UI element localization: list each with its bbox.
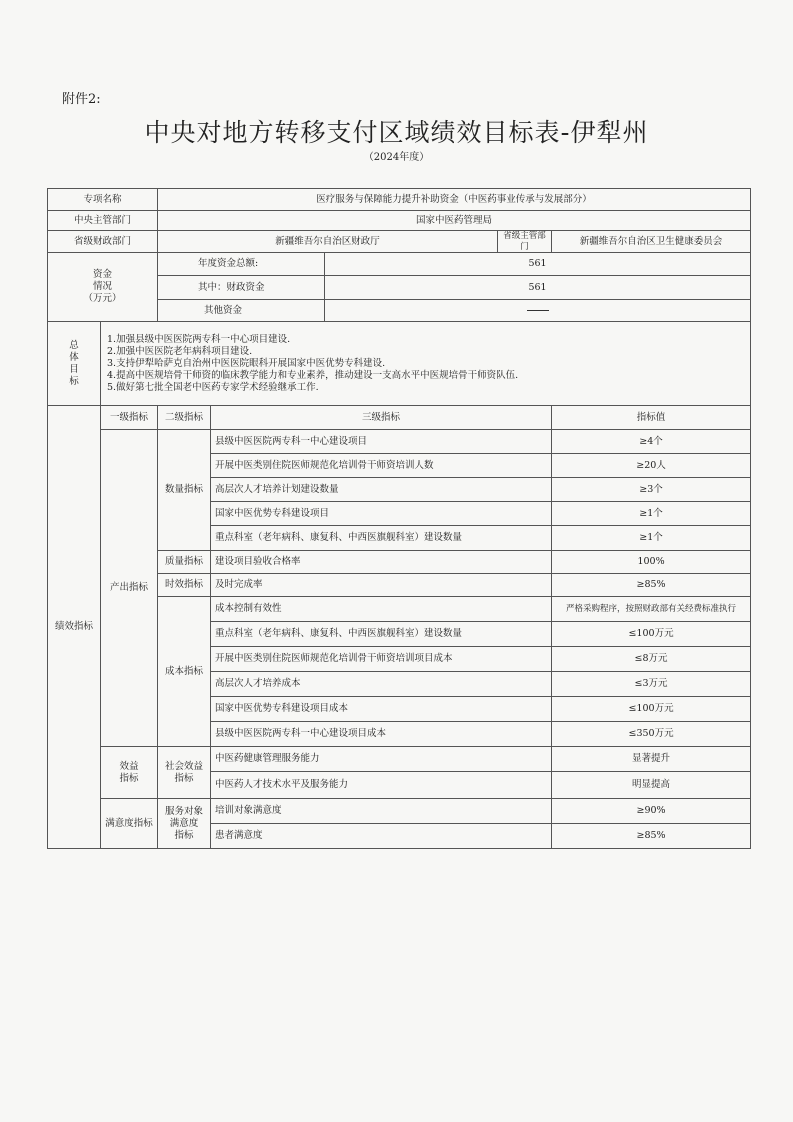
goals-label-2: 体: [69, 351, 79, 363]
funds-finance-label: 其中：财政资金: [158, 276, 325, 300]
social-label-line-1: 社会效益: [165, 760, 204, 772]
goal-line: 3.支持伊犁哈萨克自治州中医医院眼科开展国家中医优势专科建设.: [107, 357, 386, 369]
funds-other-value: [325, 300, 751, 322]
funds-total-label: 年度资金总额:: [158, 253, 325, 276]
satisfaction-indicators-label: 满意度指标: [101, 799, 158, 849]
indicator-value: ≥85%: [552, 824, 751, 849]
prov-finance-label: 省级财政部门: [48, 231, 158, 253]
benefit-indicators-label: [101, 747, 158, 799]
indicator-value: ≤8万元: [552, 647, 751, 672]
social-benefit-label: [158, 747, 211, 799]
project-name-value: 医疗服务与保障能力提升补助资金（中医药事业传承与发展部分）: [158, 189, 751, 211]
head-level3: 三级指标: [211, 406, 552, 430]
benefit-label-line-1: 效益: [119, 760, 139, 772]
indicator-name: 县级中医医院两专科一中心建设项目: [211, 430, 552, 454]
goals-label-3: 目: [69, 363, 79, 375]
funds-label-line-3: （万元）: [83, 293, 122, 305]
perf-indicators-label: 绩效指标: [48, 406, 101, 849]
indicator-name: 重点科室（老年病科、康复科、中西医旗舰科室）建设数量: [211, 622, 552, 647]
quantity-indicators-label: 数量指标: [158, 430, 211, 551]
prov-dept-value: 新疆维吾尔自治区卫生健康委员会: [552, 231, 751, 253]
head-level1: 一级指标: [101, 406, 158, 430]
service-label-line-2: 满意度: [169, 817, 199, 829]
timeliness-indicators-label: 时效指标: [158, 574, 211, 597]
indicator-name: 高层次人才培养计划建设数量: [211, 478, 552, 502]
row-funds-total: [48, 253, 751, 276]
indicator-value: ≥20人: [552, 454, 751, 478]
head-level2: 二级指标: [158, 406, 211, 430]
indicator-value: ≤100万元: [552, 622, 751, 647]
central-dept-label: 中央主管部门: [48, 211, 158, 231]
row-central-dept: [48, 211, 751, 231]
funds-label-line-2: 情况: [93, 281, 113, 293]
prov-finance-value: 新疆维吾尔自治区财政厅: [158, 231, 498, 253]
performance-target-table: [47, 188, 751, 849]
indicator-name: 国家中医优势专科建设项目: [211, 502, 552, 526]
indicator-name: 中医药健康管理服务能力: [211, 747, 552, 772]
table-row: [48, 799, 751, 824]
funds-label-line-1: 资金: [93, 269, 113, 281]
indicator-value: ≥1个: [552, 502, 751, 526]
funds-other-label: 其他资金: [158, 300, 325, 322]
goals-label-1: 总: [69, 340, 79, 351]
project-name-label: 专项名称: [48, 189, 158, 211]
indicator-value: ≤350万元: [552, 722, 751, 747]
indicator-name: 重点科室（老年病科、康复科、中西医旗舰科室）建设数量: [211, 526, 552, 551]
goal-line: 5.做好第七批全国老中医药专家学术经验继承工作.: [107, 381, 319, 393]
indicator-value: ≥4个: [552, 430, 751, 454]
year-subtitle: （2024年度）: [363, 152, 430, 163]
indicator-name: 患者满意度: [211, 824, 552, 849]
indicator-value: ≤3万元: [552, 672, 751, 697]
funds-total-value: 561: [325, 253, 751, 276]
central-dept-value: 国家中医药管理局: [158, 211, 751, 231]
row-provincial-depts: [48, 231, 751, 253]
indicator-value: ≥1个: [552, 526, 751, 551]
indicator-name: 开展中医类别住院医师规范化培训骨干师资培训人数: [211, 454, 552, 478]
indicator-value: 严格采购程序，按照财政部有关经费标准执行: [552, 597, 751, 622]
output-indicators-label: 产出指标: [101, 430, 158, 747]
table-row: [48, 430, 751, 454]
goals-content: [101, 322, 751, 406]
social-label-line-2: 指标: [174, 772, 194, 784]
attachment-label: 附件2:: [62, 92, 101, 107]
row-perf-header: [48, 406, 751, 430]
table-row: [48, 747, 751, 772]
goal-line: 4.提高中医规培骨干师资的临床教学能力和专业素养，推动建设一支高水平中医规培骨干师资队伍.: [107, 369, 519, 381]
indicator-name: 成本控制有效性: [211, 597, 552, 622]
page-title: 中央对地方转移支付区域绩效目标表-伊犁州: [144, 118, 649, 147]
indicator-name: 高层次人才培养成本: [211, 672, 552, 697]
goal-line: 1.加强县级中医医院两专科一中心项目建设.: [107, 334, 291, 346]
indicator-value: ≥3个: [552, 478, 751, 502]
goal-line: 2.加强中医医院老年病科项目建设.: [107, 345, 253, 357]
head-value: 指标值: [552, 406, 751, 430]
service-label-line-3: 指标: [174, 829, 194, 841]
indicator-name: 培训对象满意度: [211, 799, 552, 824]
funds-finance-value: 561: [325, 276, 751, 300]
empty-dash: [527, 310, 549, 311]
indicator-value: 显著提升: [552, 747, 751, 772]
indicator-value: 100%: [552, 551, 751, 574]
indicator-value: ≤100万元: [552, 697, 751, 722]
cost-indicators-label: 成本指标: [158, 597, 211, 747]
indicator-name: 建设项目验收合格率: [211, 551, 552, 574]
indicator-value: ≥90%: [552, 799, 751, 824]
indicator-value: 明显提高: [552, 772, 751, 799]
row-project-name: [48, 189, 751, 211]
funds-label: [48, 253, 158, 322]
goals-label-4: 标: [69, 375, 79, 387]
indicator-name: 及时完成率: [211, 574, 552, 597]
goals-label: [48, 322, 101, 406]
service-satisfaction-label: [158, 799, 211, 849]
prov-dept-label: 省级主管部门: [498, 231, 552, 253]
indicator-name: 县级中医医院两专科一中心建设项目成本: [211, 722, 552, 747]
indicator-name: 开展中医类别住院医师规范化培训骨干师资培训项目成本: [211, 647, 552, 672]
row-overall-goals: [48, 322, 751, 406]
indicator-name: 中医药人才技术水平及服务能力: [211, 772, 552, 799]
quality-indicators-label: 质量指标: [158, 551, 211, 574]
benefit-label-line-2: 指标: [119, 772, 139, 784]
service-label-line-1: 服务对象: [165, 805, 204, 817]
indicator-name: 国家中医优势专科建设项目成本: [211, 697, 552, 722]
indicator-value: ≥85%: [552, 574, 751, 597]
